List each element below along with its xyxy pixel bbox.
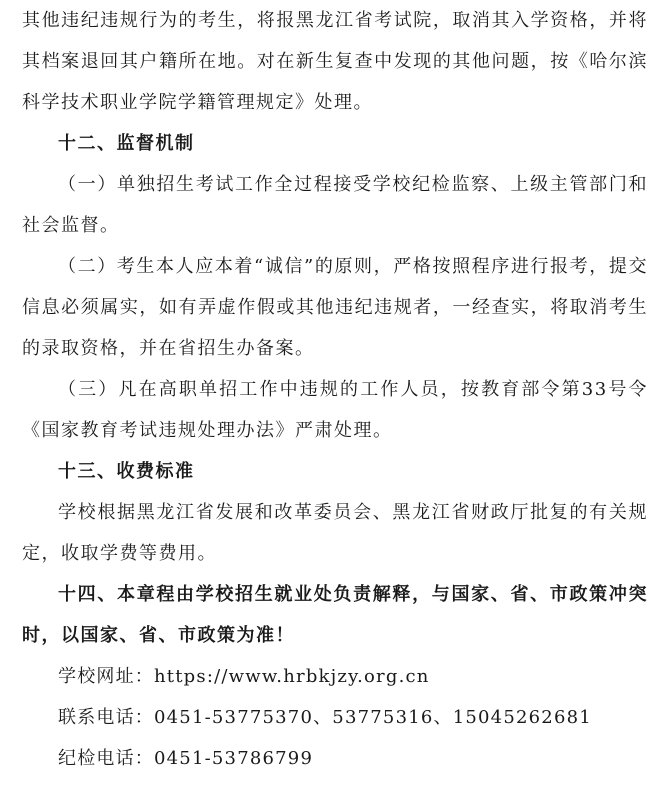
section-13-heading: 十三、收费标准 — [58, 461, 195, 482]
inspection-line — [22, 738, 648, 779]
section-12-item-3: （三）凡在高职单招工作中违规的工作人员，按教育部令第33号令《国家教育考试违规处理办法》严肃处理。 — [22, 379, 648, 441]
document-page — [22, 0, 648, 779]
inspection-number: 0451-53786799 — [154, 748, 314, 769]
section-14-statement: 十四、本章程由学校招生就业处负责解释，与国家、省、市政策冲突时，以国家、省、市政策为准！ — [22, 584, 648, 646]
website-line — [22, 656, 648, 697]
inspection-label: 纪检电话： — [58, 748, 154, 769]
website-link[interactable]: https://www.hrbkjzy.org.cn — [154, 666, 430, 687]
website-label: 学校网址： — [58, 666, 154, 687]
phone-line — [22, 697, 648, 738]
section-12-item-1: （一）单独招生考试工作全过程接受学校纪检监察、上级主管部门和社会监督。 — [22, 174, 648, 236]
phone-numbers: 0451-53775370、53775316、15045262681 — [154, 707, 592, 728]
section-12-item-2: （二）考生本人应本着“诚信”的原则，严格按照程序进行报考，提交信息必须属实，如有弄虚作假或其他违纪违规者，一经查实，将取消考生的录取资格，并在省招生办备案。 — [22, 256, 648, 359]
intro-paragraph: 其他违纪违规行为的考生，将报黑龙江省考试院，取消其入学资格，并将其档案退回其户籍所在地。对在新生复查中发现的其他问题，按《哈尔滨科学技术职业学院学籍管理规定》处理。 — [22, 10, 648, 113]
phone-label: 联系电话： — [58, 707, 154, 728]
section-12-heading: 十二、监督机制 — [58, 133, 195, 154]
section-13-body: 学校根据黑龙江省发展和改革委员会、黑龙江省财政厅批复的有关规定，收取学费等费用。 — [22, 502, 648, 564]
